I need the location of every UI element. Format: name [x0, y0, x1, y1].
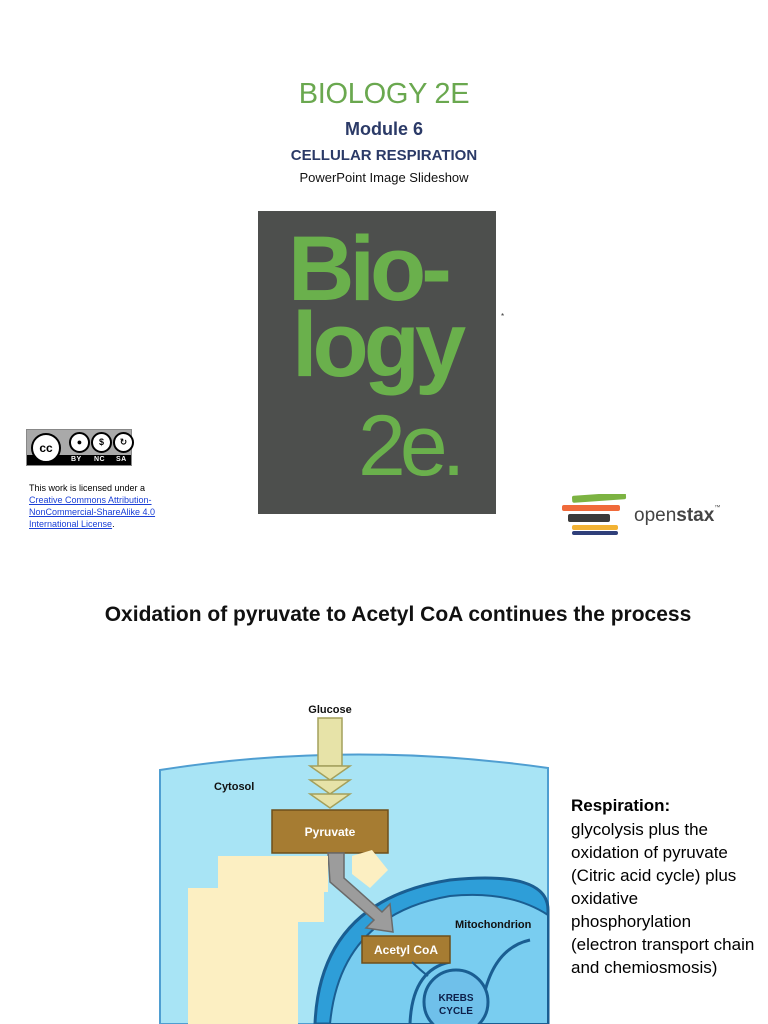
cover-footnote-mark: * [501, 312, 505, 321]
glucose-label: Glucose [308, 704, 352, 716]
cc-icon: cc [31, 433, 61, 463]
krebs-label-line1: KREBS [438, 993, 474, 1004]
trademark-mark: ™ [714, 505, 721, 511]
license-notice [29, 482, 189, 530]
pyruvate-label: Pyruvate [304, 825, 356, 839]
krebs-label-line2: CYCLE [439, 1006, 473, 1017]
attribution-icon: ● [69, 432, 90, 453]
acetyl-coa-label: Acetyl CoA [373, 943, 439, 957]
license-prefix: This work is licensed under a [29, 483, 146, 493]
cytosol-label: Cytosol [214, 781, 255, 793]
openstax-logo-icon [562, 494, 632, 536]
openstax-wordmark [634, 505, 720, 527]
cc-nc-label: NC [94, 456, 106, 463]
noncommercial-icon: $ [91, 432, 112, 453]
cover-text-line-3: 2e. [358, 398, 460, 494]
respiration-heading: Respiration: [571, 796, 671, 815]
cc-by-label: BY [71, 456, 82, 463]
overlay-block [218, 856, 328, 892]
creative-commons-badge[interactable] [26, 429, 132, 466]
sharealike-icon: ↻ [113, 432, 134, 453]
cover-text-line-2: logy [292, 294, 462, 396]
respiration-diagram [150, 700, 550, 1024]
license-suffix: . [112, 519, 115, 529]
overlay-block [188, 888, 298, 1024]
respiration-definition: glycolysis plus the oxidation of pyruvate (Citric acid cycle) plus oxidative phosphorylation (electron transport chain and chemiosmosis) [571, 820, 755, 977]
openstax-name-bold: stax [676, 505, 715, 526]
deck-title: BIOLOGY 2E [298, 78, 470, 110]
cc-sa-label: SA [116, 456, 127, 463]
mitochondrion-label: Mitochondrion [455, 919, 532, 931]
slide-title: Oxidation of pyruvate to Acetyl CoA continues the process [104, 603, 692, 626]
openstax-name-light: open [634, 505, 677, 526]
overlay-block [298, 892, 324, 922]
slideshow-label: PowerPoint Image Slideshow [299, 170, 469, 185]
license-link[interactable]: Creative Commons Attribution-NonCommercial-ShareAlike 4.0 International License [29, 495, 156, 529]
cover-text-line-1: Bio- [288, 218, 447, 320]
module-label: Module 6 [344, 119, 423, 139]
book-cover [258, 211, 496, 514]
module-subtitle: CELLULAR RESPIRATION [290, 147, 478, 164]
